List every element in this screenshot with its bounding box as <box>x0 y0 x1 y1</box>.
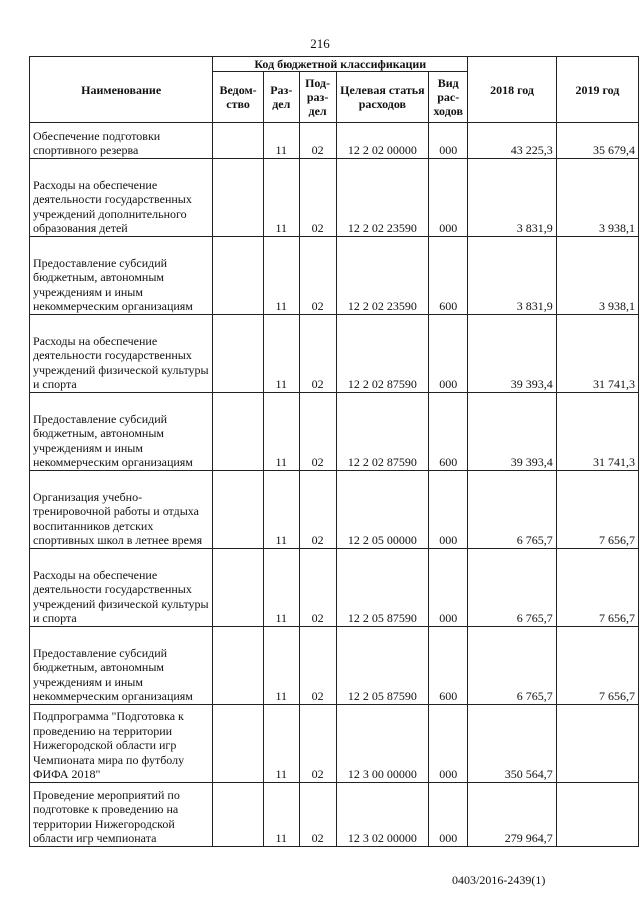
row-2018: 39 393,4 <box>468 315 556 393</box>
row-tselevaya: 12 2 02 23590 <box>336 237 429 315</box>
row-tselevaya: 12 2 05 87590 <box>336 549 429 627</box>
table-row <box>30 393 639 471</box>
row-2019: 3 938,1 <box>556 159 638 237</box>
row-2019: 7 656,7 <box>556 627 638 705</box>
row-vid: 000 <box>429 549 468 627</box>
row-tselevaya: 12 3 00 00000 <box>336 705 429 783</box>
row-name: Организация учебно-тренировочной работы и отдыха воспитанников детских спортивных школ в летнее время <box>30 471 213 549</box>
row-2018: 39 393,4 <box>468 393 556 471</box>
row-name: Подпрограмма "Подготовка к проведению на территории Нижегородской области игр Чемпионата мира по футболу ФИФА 2018" <box>30 705 213 783</box>
row-vedomstvo <box>213 783 264 847</box>
header-tselevaya: Целевая статья расходов <box>336 72 429 123</box>
table-body <box>30 123 639 847</box>
row-tselevaya: 12 2 02 00000 <box>336 123 429 159</box>
header-razdel: Раз-дел <box>263 72 299 123</box>
header-2019: 2019 год <box>556 57 638 123</box>
row-2019: 35 679,4 <box>556 123 638 159</box>
row-name: Обеспечение подготовки спортивного резерва <box>30 123 213 159</box>
row-vedomstvo <box>213 123 264 159</box>
row-podrazdel: 02 <box>299 315 336 393</box>
row-vedomstvo <box>213 705 264 783</box>
row-name: Предоставление субсидий бюджетным, автономным учреждениям и иным некоммерческим организациям <box>30 627 213 705</box>
row-tselevaya: 12 2 05 00000 <box>336 471 429 549</box>
table-row <box>30 627 639 705</box>
row-podrazdel: 02 <box>299 549 336 627</box>
row-2018: 3 831,9 <box>468 159 556 237</box>
header-name: Наименование <box>30 57 213 123</box>
row-2019: 3 938,1 <box>556 237 638 315</box>
table-row <box>30 471 639 549</box>
row-razdel: 11 <box>263 315 299 393</box>
document-id: 0403/2016-2439(1) <box>452 873 546 887</box>
row-vid: 000 <box>429 159 468 237</box>
row-2018: 6 765,7 <box>468 627 556 705</box>
row-name: Расходы на обеспечение деятельности государственных учреждений дополнительного образования детей <box>30 159 213 237</box>
row-vid: 600 <box>429 627 468 705</box>
row-tselevaya: 12 2 02 23590 <box>336 159 429 237</box>
row-vedomstvo <box>213 159 264 237</box>
row-2018: 279 964,7 <box>468 783 556 847</box>
row-vid: 000 <box>429 783 468 847</box>
row-vedomstvo <box>213 237 264 315</box>
row-2019 <box>556 783 638 847</box>
page-number: 216 <box>310 36 330 51</box>
table-row <box>30 783 639 847</box>
header-vedomstvo: Ведом-ство <box>213 72 264 123</box>
row-razdel: 11 <box>263 393 299 471</box>
row-podrazdel: 02 <box>299 627 336 705</box>
row-vedomstvo <box>213 315 264 393</box>
row-vid: 000 <box>429 471 468 549</box>
row-tselevaya: 12 3 02 00000 <box>336 783 429 847</box>
row-2018: 350 564,7 <box>468 705 556 783</box>
row-podrazdel: 02 <box>299 123 336 159</box>
row-2018: 43 225,3 <box>468 123 556 159</box>
row-vedomstvo <box>213 393 264 471</box>
row-razdel: 11 <box>263 627 299 705</box>
row-2018: 6 765,7 <box>468 471 556 549</box>
row-tselevaya: 12 2 05 87590 <box>336 627 429 705</box>
row-razdel: 11 <box>263 549 299 627</box>
row-podrazdel: 02 <box>299 783 336 847</box>
row-2018: 3 831,9 <box>468 237 556 315</box>
row-podrazdel: 02 <box>299 471 336 549</box>
row-podrazdel: 02 <box>299 705 336 783</box>
row-razdel: 11 <box>263 237 299 315</box>
row-name: Расходы на обеспечение деятельности государственных учреждений физической культуры и спорта <box>30 315 213 393</box>
row-podrazdel: 02 <box>299 159 336 237</box>
row-2019: 7 656,7 <box>556 471 638 549</box>
table-row <box>30 549 639 627</box>
row-2019: 7 656,7 <box>556 549 638 627</box>
row-razdel: 11 <box>263 123 299 159</box>
row-vedomstvo <box>213 627 264 705</box>
row-razdel: 11 <box>263 159 299 237</box>
row-podrazdel: 02 <box>299 393 336 471</box>
row-name: Предоставление субсидий бюджетным, автономным учреждениям и иным некоммерческим организациям <box>30 393 213 471</box>
row-2019: 31 741,3 <box>556 393 638 471</box>
table-row <box>30 315 639 393</box>
row-name: Расходы на обеспечение деятельности государственных учреждений физической культуры и спорта <box>30 549 213 627</box>
row-vid: 600 <box>429 237 468 315</box>
row-2019 <box>556 705 638 783</box>
row-vid: 000 <box>429 705 468 783</box>
header-vid: Вид рас-ходов <box>429 72 468 123</box>
row-vid: 600 <box>429 393 468 471</box>
table-row <box>30 705 639 783</box>
row-vedomstvo <box>213 549 264 627</box>
table-row <box>30 159 639 237</box>
table-row <box>30 123 639 159</box>
row-tselevaya: 12 2 02 87590 <box>336 393 429 471</box>
row-podrazdel: 02 <box>299 237 336 315</box>
table-row <box>30 237 639 315</box>
row-razdel: 11 <box>263 471 299 549</box>
row-razdel: 11 <box>263 783 299 847</box>
header-2018: 2018 год <box>468 57 556 123</box>
row-2019: 31 741,3 <box>556 315 638 393</box>
row-razdel: 11 <box>263 705 299 783</box>
budget-table <box>29 56 639 847</box>
row-2018: 6 765,7 <box>468 549 556 627</box>
row-vid: 000 <box>429 123 468 159</box>
header-code-group: Код бюджетной классификации <box>213 57 468 72</box>
row-tselevaya: 12 2 02 87590 <box>336 315 429 393</box>
row-vid: 000 <box>429 315 468 393</box>
row-vedomstvo <box>213 471 264 549</box>
row-name: Проведение мероприятий по подготовке к проведению на территории Нижегородской области игр чемпионата <box>30 783 213 847</box>
header-podrazdel: Под-раз-дел <box>299 72 336 123</box>
row-name: Предоставление субсидий бюджетным, автономным учреждениям и иным некоммерческим организациям <box>30 237 213 315</box>
